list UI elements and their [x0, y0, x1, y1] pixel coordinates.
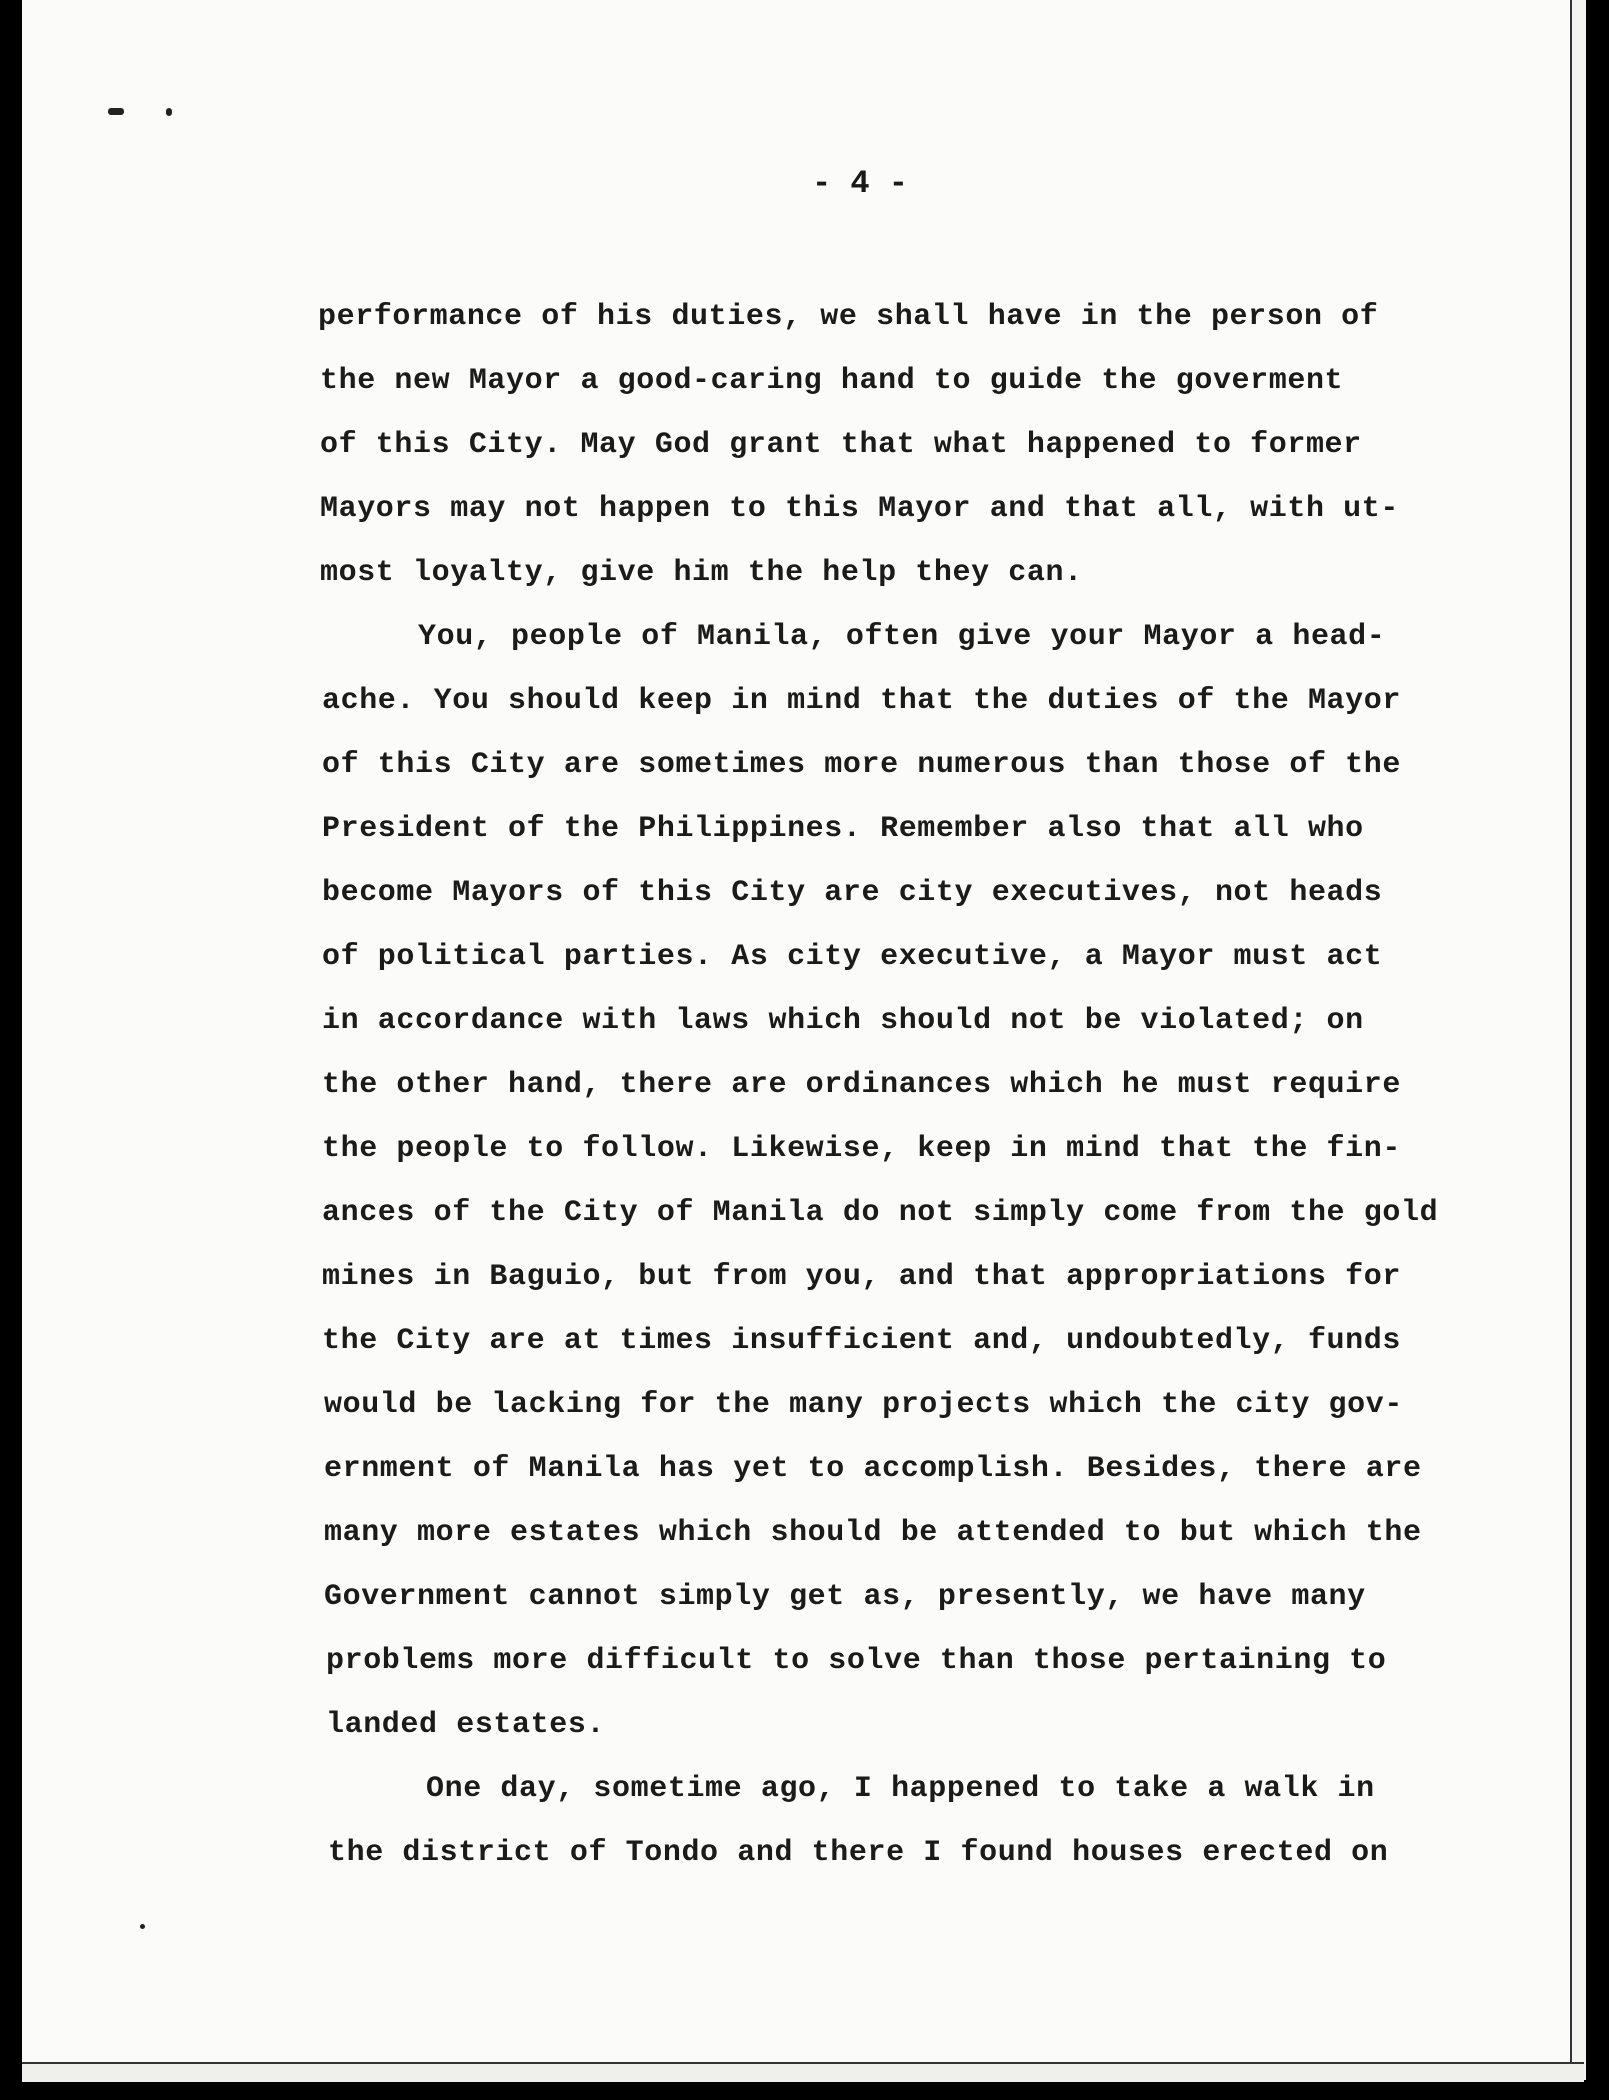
text-line: in accordance with laws which should not be violated; on	[322, 1004, 1364, 1038]
text-line: Government cannot simply get as, presently, we have many	[324, 1580, 1366, 1614]
text-line: You, people of Manila, often give your Mayor a head-	[418, 620, 1386, 654]
text-line: the City are at times insufficient and, undoubtedly, funds	[322, 1324, 1401, 1358]
text-line: the district of Tondo and there I found houses erected on	[328, 1836, 1389, 1870]
text-line: President of the Philippines. Remember also that all who	[322, 812, 1364, 846]
text-line: many more estates which should be attended to but which the	[324, 1516, 1422, 1550]
text-line: the new Mayor a good-caring hand to guide the goverment	[320, 364, 1344, 398]
text-line: mines in Baguio, but from you, and that appropriations for	[322, 1260, 1401, 1294]
text-line: of this City. May God grant that what happened to former	[320, 428, 1362, 462]
text-line: problems more difficult to solve than those pertaining to	[326, 1644, 1387, 1678]
text-line: of this City are sometimes more numerous than those of the	[322, 748, 1401, 782]
text-line: ances of the City of Manila do not simply come from the gold	[322, 1196, 1439, 1230]
text-line: become Mayors of this City are city executives, not heads	[322, 876, 1383, 910]
text-line: would be lacking for the many projects which the city gov-	[324, 1388, 1403, 1422]
text-line: One day, sometime ago, I happened to take a walk in	[426, 1772, 1375, 1806]
text-line: Mayors may not happen to this Mayor and that all, with ut-	[320, 492, 1399, 526]
text-line: ache. You should keep in mind that the duties of the Mayor	[322, 684, 1401, 718]
text-line: of political parties. As city executive, a Mayor must act	[322, 940, 1383, 974]
text-line: the other hand, there are ordinances which he must require	[322, 1068, 1401, 1102]
text-line: most loyalty, give him the help they can.	[320, 556, 1083, 590]
text-line: performance of his duties, we shall have in the person of	[318, 300, 1379, 334]
text-line: the people to follow. Likewise, keep in mind that the fin-	[322, 1132, 1401, 1166]
text-line: landed estates.	[326, 1708, 606, 1742]
text-line: ernment of Manila has yet to accomplish. Besides, there are	[324, 1452, 1422, 1486]
page-number: - 4 -	[811, 165, 908, 202]
